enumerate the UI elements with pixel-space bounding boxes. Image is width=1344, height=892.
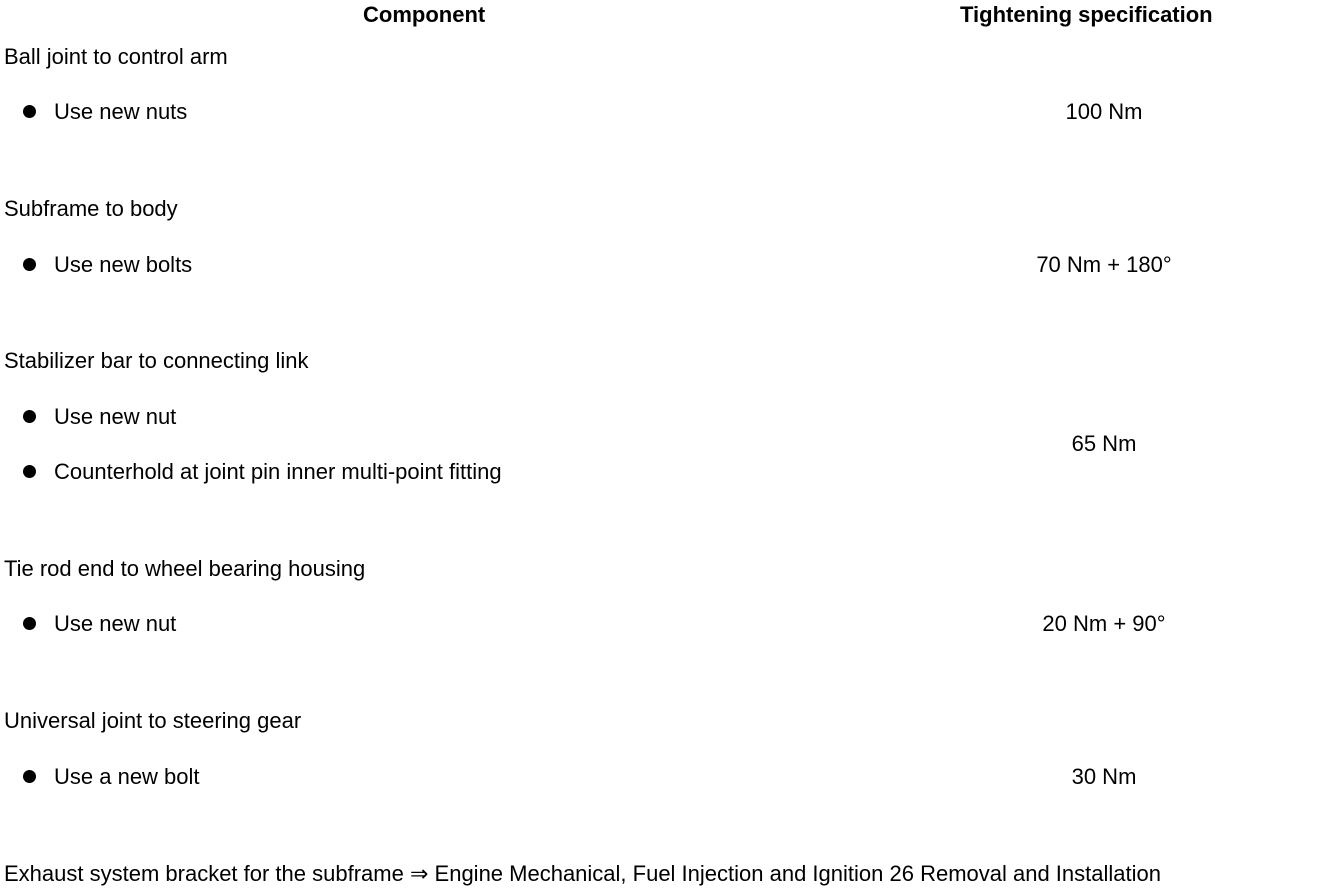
component-note: Use new nut [54,611,177,636]
bullet-icon [23,410,36,423]
reference-link[interactable]: Engine Mechanical, Fuel Injection and Ignition 26 Removal and Installation [434,861,1161,886]
component-name: Stabilizer bar to connecting link [4,348,309,373]
bullet-icon [23,258,36,271]
bullet-icon [23,617,36,630]
component-name: Universal joint to steering gear [4,708,302,733]
column-header-tightening-specification: Tightening specification [960,2,1213,27]
component-note: Use new bolts [54,252,193,277]
component-name: Tie rod end to wheel bearing housing [4,556,366,581]
component-note: Use new nuts [54,99,188,124]
bullet-icon [23,105,36,118]
tightening-spec: 20 Nm + 90° [1042,611,1166,636]
arrow-icon: ⇒ [409,861,429,886]
footer-reference-line [4,863,1161,885]
tightening-spec: 100 Nm [1065,99,1143,124]
tightening-spec: 70 Nm + 180° [1036,252,1172,277]
footer-text: Exhaust system bracket for the subframe [4,861,404,886]
component-note: Use new nut [54,404,177,429]
bullet-icon [23,465,36,478]
tightening-spec: 30 Nm [1071,764,1137,789]
component-note: Counterhold at joint pin inner multi-point fitting [54,459,502,484]
component-note: Use a new bolt [54,764,200,789]
column-header-component: Component [363,2,486,27]
bullet-icon [23,770,36,783]
component-name: Ball joint to control arm [4,44,228,69]
tightening-spec: 65 Nm [1071,431,1137,456]
component-name: Subframe to body [4,196,178,221]
